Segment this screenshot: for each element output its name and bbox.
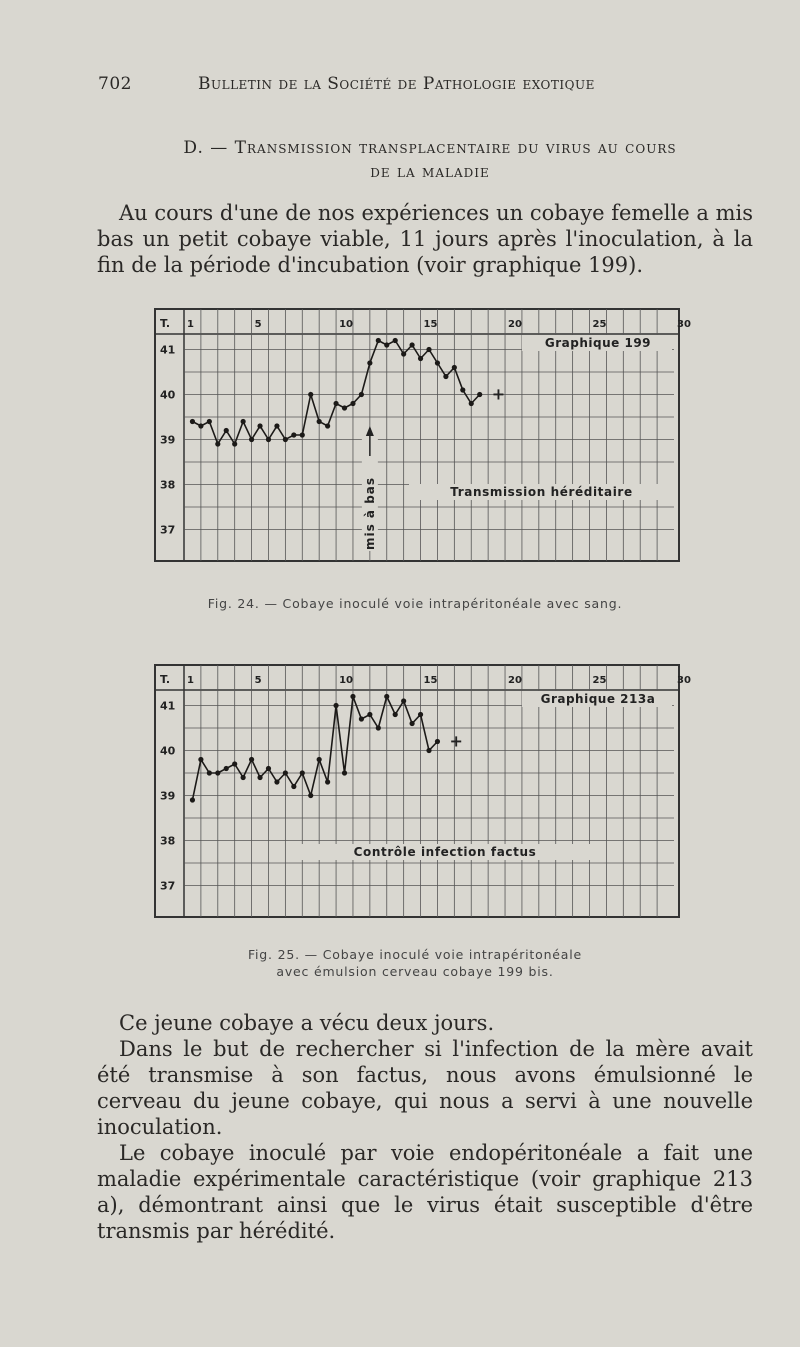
- x-tick-label: 25: [592, 675, 607, 686]
- y-tick-label: 38: [160, 478, 176, 492]
- y-tick-label: 40: [160, 388, 176, 402]
- data-point: [384, 694, 389, 699]
- data-point: [401, 351, 406, 356]
- data-point: [300, 770, 305, 775]
- temperature-chart-199: [154, 308, 691, 562]
- data-point: [325, 779, 330, 784]
- data-point: [308, 392, 313, 397]
- x-tick-label: 15: [423, 319, 438, 330]
- figure-24-caption: Fig. 24. — Cobaye inoculé voie intrapéritonéale avec sang.: [207, 596, 623, 611]
- data-point: [232, 441, 237, 446]
- y-tick-label: 39: [160, 789, 176, 803]
- data-point: [274, 779, 279, 784]
- data-point: [359, 716, 364, 721]
- journal-title: Bulletin de la Société de Pathologie exotique: [198, 74, 595, 94]
- data-point: [443, 374, 448, 379]
- x-tick-label: 5: [254, 319, 262, 330]
- vertical-annotation: mis à bas: [362, 476, 377, 550]
- paragraph-1: Ce jeune cobaye a vécu deux jours.: [119, 1011, 495, 1035]
- data-point: [224, 428, 229, 433]
- data-point: [207, 770, 212, 775]
- y-axis-label: T.: [160, 317, 171, 330]
- data-point: [435, 739, 440, 744]
- data-point: [224, 766, 229, 771]
- x-tick-label: 15: [423, 675, 438, 686]
- data-point: [418, 712, 423, 717]
- data-point: [342, 770, 347, 775]
- annotation-label: Contrôle infection factus: [353, 845, 537, 859]
- x-tick-label: 10: [339, 319, 353, 330]
- x-tick-label: 5: [254, 675, 262, 686]
- data-point: [435, 360, 440, 365]
- data-point: [333, 703, 338, 708]
- temperature-line: [192, 697, 437, 801]
- y-tick-label: 39: [160, 433, 176, 447]
- x-tick-label: 30: [677, 319, 691, 330]
- data-point: [241, 419, 246, 424]
- data-point: [266, 437, 271, 442]
- data-point: [393, 712, 398, 717]
- data-point: [241, 775, 246, 780]
- figure-25-caption-line2: avec émulsion cerveau cobaye 199 bis.: [276, 964, 554, 979]
- data-point: [291, 432, 296, 437]
- death-marker: +: [491, 384, 506, 404]
- y-tick-label: 38: [160, 834, 176, 848]
- data-point: [426, 748, 431, 753]
- data-point: [274, 423, 279, 428]
- data-point: [283, 770, 288, 775]
- data-point: [291, 784, 296, 789]
- section-title-line2: de la maladie: [370, 162, 490, 182]
- death-marker: +: [449, 731, 463, 751]
- section-title-line1: D. — Transmission transplacentaire du virus au cours: [183, 138, 677, 158]
- data-point: [215, 441, 220, 446]
- data-point: [410, 721, 415, 726]
- annotation-label: Transmission héréditaire: [450, 485, 633, 499]
- data-point: [367, 712, 372, 717]
- data-point: [308, 793, 313, 798]
- temperature-chart-213a: [154, 664, 691, 918]
- data-point: [460, 387, 465, 392]
- data-point: [207, 419, 212, 424]
- data-point: [190, 419, 195, 424]
- x-tick-label: 10: [339, 675, 353, 686]
- section-title: [130, 136, 730, 184]
- x-tick-label: 20: [508, 319, 522, 330]
- data-point: [367, 360, 372, 365]
- data-point: [232, 761, 237, 766]
- data-point: [477, 392, 482, 397]
- data-point: [393, 338, 398, 343]
- data-point: [384, 342, 389, 347]
- data-point: [401, 698, 406, 703]
- chart-title: Graphique 199: [544, 336, 652, 350]
- arrow-head: [366, 426, 374, 436]
- intro-paragraph: [97, 200, 753, 278]
- y-axis-label: T.: [160, 673, 171, 686]
- y-tick-label: 37: [160, 523, 176, 537]
- x-tick-label: 1: [187, 675, 194, 686]
- paragraph-2: Dans le but de rechercher si l'infection de la mère avait été transmise à son factus, nous avons émulsionné le cerveau du jeune cobaye, qui nous a servi à une nouvelle inoculation.: [97, 1037, 753, 1139]
- data-point: [333, 401, 338, 406]
- data-point: [198, 423, 203, 428]
- data-point: [350, 694, 355, 699]
- data-point: [190, 797, 195, 802]
- x-tick-label: 20: [508, 675, 522, 686]
- x-tick-label: 25: [592, 319, 607, 330]
- data-point: [469, 401, 474, 406]
- data-point: [249, 757, 254, 762]
- data-point: [257, 423, 262, 428]
- chart-title: Graphique 213a: [540, 692, 656, 706]
- data-point: [410, 342, 415, 347]
- data-point: [359, 392, 364, 397]
- y-tick-label: 40: [160, 744, 176, 758]
- data-point: [350, 401, 355, 406]
- intro-text: Au cours d'une de nos expériences un cobaye femelle a mis bas un petit cobaye viable, 11 jours après l'inoculation, à la fin de la période d'incubation (voir graphique 199).: [97, 201, 753, 277]
- figure-25-caption-line1: Fig. 25. — Cobaye inoculé voie intrapéritonéale: [247, 947, 583, 962]
- data-point: [257, 775, 262, 780]
- figure-25-caption: [150, 946, 680, 980]
- data-point: [283, 437, 288, 442]
- page-number: 702: [98, 74, 132, 94]
- data-point: [452, 365, 457, 370]
- data-point: [317, 419, 322, 424]
- y-tick-label: 41: [160, 343, 176, 357]
- paragraph-3: Le cobaye inoculé par voie endopéritonéale a fait une maladie expérimentale caractéristique (voir graphique 213 a), démontrant ainsi que le virus était susceptible d'être transmis par hérédité.: [97, 1141, 753, 1243]
- data-point: [426, 347, 431, 352]
- data-point: [317, 757, 322, 762]
- data-point: [249, 437, 254, 442]
- body-text: [97, 1010, 753, 1244]
- data-point: [325, 423, 330, 428]
- data-point: [342, 405, 347, 410]
- y-tick-label: 41: [160, 699, 176, 713]
- data-point: [376, 725, 381, 730]
- data-point: [198, 757, 203, 762]
- data-point: [215, 770, 220, 775]
- y-tick-label: 37: [160, 879, 176, 893]
- x-tick-label: 1: [187, 319, 194, 330]
- data-point: [266, 766, 271, 771]
- x-tick-label: 30: [677, 675, 691, 686]
- data-point: [418, 356, 423, 361]
- data-point: [376, 338, 381, 343]
- data-point: [300, 432, 305, 437]
